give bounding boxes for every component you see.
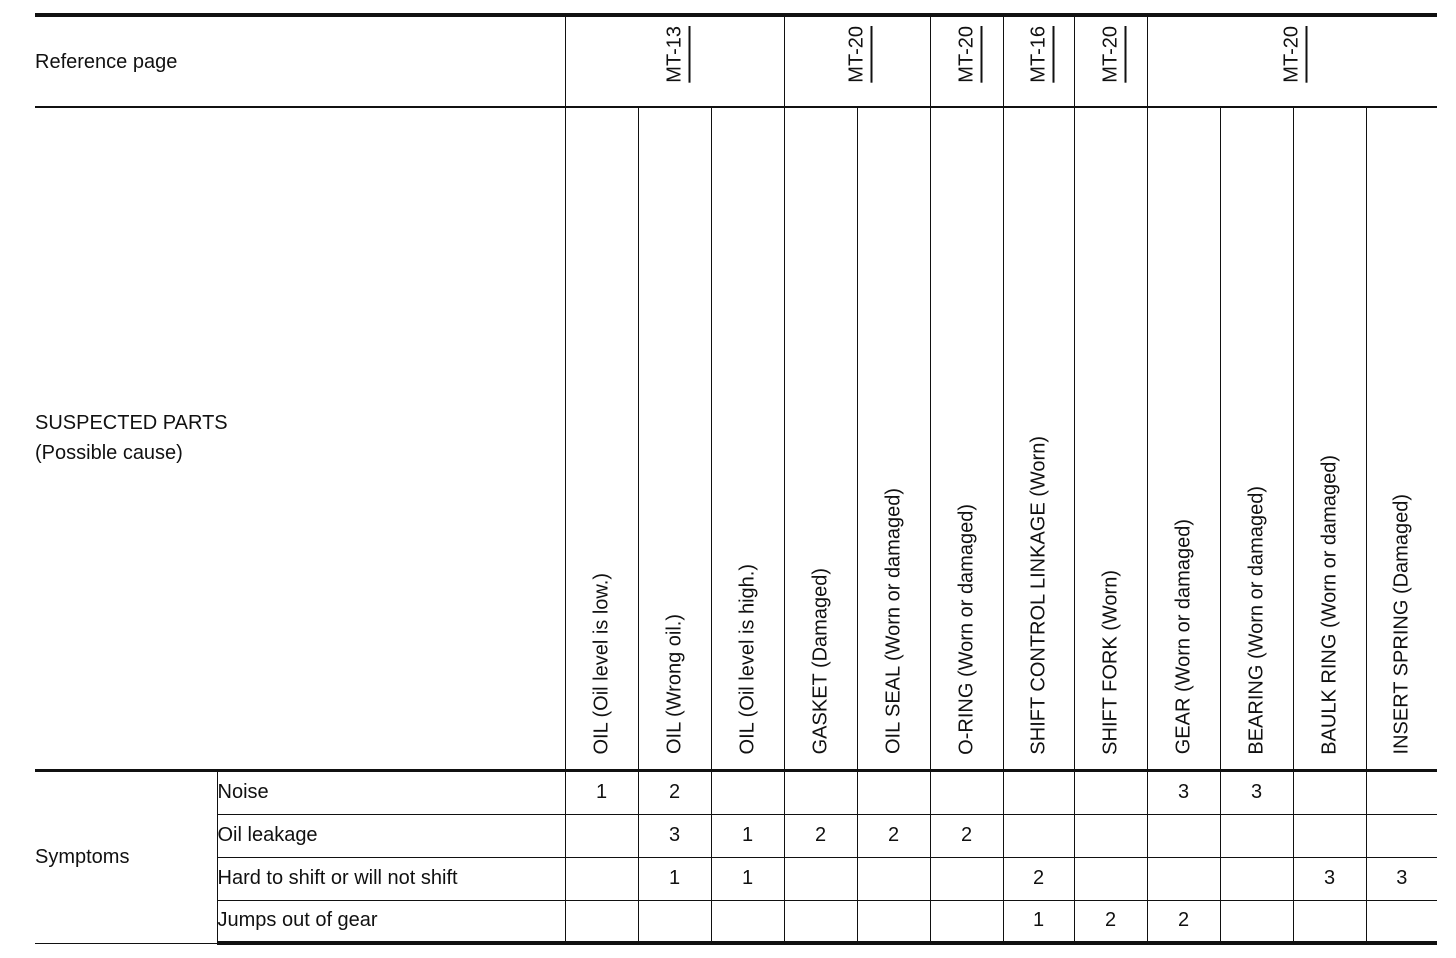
- priority-cell: 3: [1147, 770, 1220, 814]
- part-header-cell: [930, 107, 1003, 770]
- priority-cell: [565, 900, 638, 943]
- priority-cell: 1: [711, 814, 784, 857]
- priority-cell: 2: [1074, 900, 1147, 943]
- reference-page-link[interactable]: MT-20: [1280, 26, 1303, 83]
- part-name: OIL (Wrong oil.): [663, 614, 685, 755]
- symptoms-label-text: Symptoms: [35, 846, 130, 868]
- priority-cell: 1: [565, 770, 638, 814]
- symptom-name: Oil leakage: [217, 814, 565, 857]
- priority-cell: [930, 900, 1003, 943]
- priority-cell: [930, 857, 1003, 900]
- priority-cell: [565, 857, 638, 900]
- priority-cell: [784, 770, 857, 814]
- part-name: GEAR (Worn or damaged): [1172, 519, 1194, 755]
- symptom-name: Hard to shift or will not shift: [217, 857, 565, 900]
- priority-cell: [930, 770, 1003, 814]
- part-name: SHIFT FORK (Worn): [1099, 569, 1121, 755]
- part-header-cell: [1366, 107, 1437, 770]
- part-name: INSERT SPRING (Damaged): [1390, 494, 1413, 755]
- priority-cell: [1074, 814, 1147, 857]
- priority-cell: [1003, 770, 1074, 814]
- suspected-parts-title: SUSPECTED PARTS: [35, 412, 228, 435]
- reference-cell: [1074, 15, 1147, 107]
- symptom-row: [35, 900, 1437, 943]
- priority-cell: [1293, 900, 1366, 943]
- priority-cell: 3: [638, 814, 711, 857]
- priority-cell: 3: [1293, 857, 1366, 900]
- priority-cell: [1366, 900, 1437, 943]
- reference-cell: [565, 15, 784, 107]
- priority-cell: [1147, 857, 1220, 900]
- part-name: OIL (Oil level is high.): [736, 564, 758, 755]
- part-header-cell: [711, 107, 784, 770]
- symptom-name: Noise: [217, 770, 565, 814]
- priority-cell: [1293, 770, 1366, 814]
- part-header-cell: [638, 107, 711, 770]
- reference-cell: [1003, 15, 1074, 107]
- reference-page-link[interactable]: MT-16: [1027, 26, 1049, 83]
- priority-cell: 2: [784, 814, 857, 857]
- part-header-cell: [1220, 107, 1293, 770]
- priority-cell: 1: [1003, 900, 1074, 943]
- priority-cell: [1293, 814, 1366, 857]
- priority-cell: [1220, 857, 1293, 900]
- reference-page-label-text: Reference page: [35, 50, 178, 73]
- reference-page-link[interactable]: MT-20: [955, 26, 977, 83]
- symptoms-label: [35, 770, 217, 943]
- priority-cell: [711, 900, 784, 943]
- priority-cell: [1074, 857, 1147, 900]
- part-header-cell: [1003, 107, 1074, 770]
- reference-cell: [1147, 15, 1437, 107]
- priority-cell: [1220, 814, 1293, 857]
- reference-cell: [930, 15, 1003, 107]
- priority-cell: [1220, 900, 1293, 943]
- reference-cell: [784, 15, 930, 107]
- priority-cell: [1147, 814, 1220, 857]
- priority-cell: 1: [711, 857, 784, 900]
- diagnosis-table: [35, 13, 1437, 945]
- reference-page-link[interactable]: MT-20: [1099, 26, 1121, 83]
- priority-cell: [784, 857, 857, 900]
- priority-cell: [711, 770, 784, 814]
- part-header-cell: [565, 107, 638, 770]
- priority-cell: 2: [1147, 900, 1220, 943]
- priority-cell: [784, 900, 857, 943]
- part-header-cell: [1293, 107, 1366, 770]
- priority-cell: 1: [638, 857, 711, 900]
- part-name: OIL (Oil level is low.): [590, 572, 612, 755]
- symptom-row: [35, 857, 1437, 900]
- priority-cell: [565, 814, 638, 857]
- part-name: O-RING (Worn or damaged): [955, 503, 977, 755]
- priority-cell: 2: [1003, 857, 1074, 900]
- part-header-cell: [857, 107, 930, 770]
- priority-cell: [1366, 770, 1437, 814]
- part-name: BEARING (Worn or damaged): [1245, 485, 1267, 755]
- reference-page-link[interactable]: MT-20: [845, 26, 868, 83]
- reference-row: [35, 15, 1437, 107]
- priority-cell: [1074, 770, 1147, 814]
- priority-cell: 3: [1366, 857, 1437, 900]
- suspected-parts-label: [35, 107, 565, 770]
- priority-cell: 2: [638, 770, 711, 814]
- priority-cell: [638, 900, 711, 943]
- symptom-row: [35, 814, 1437, 857]
- priority-cell: [857, 857, 930, 900]
- priority-cell: 2: [857, 814, 930, 857]
- priority-cell: [857, 770, 930, 814]
- part-name: OIL SEAL (Worn or damaged): [882, 488, 904, 755]
- part-name: GASKET (Damaged): [809, 568, 831, 755]
- priority-cell: [1003, 814, 1074, 857]
- symptom-name: Jumps out of gear: [217, 900, 565, 943]
- priority-cell: [1366, 814, 1437, 857]
- part-name: SHIFT CONTROL LINKAGE (Worn): [1027, 435, 1049, 755]
- symptom-row: [35, 770, 1437, 814]
- part-header-cell: [1147, 107, 1220, 770]
- part-header-cell: [784, 107, 857, 770]
- priority-cell: [857, 900, 930, 943]
- reference-page-link[interactable]: MT-13: [663, 26, 685, 83]
- reference-page-label: [35, 15, 565, 107]
- suspected-parts-row: [35, 107, 1437, 770]
- part-header-cell: [1074, 107, 1147, 770]
- priority-cell: 2: [930, 814, 1003, 857]
- part-name: BAULK RING (Worn or damaged): [1318, 454, 1340, 755]
- possible-cause-subtitle: (Possible cause): [35, 442, 183, 465]
- priority-cell: 3: [1220, 770, 1293, 814]
